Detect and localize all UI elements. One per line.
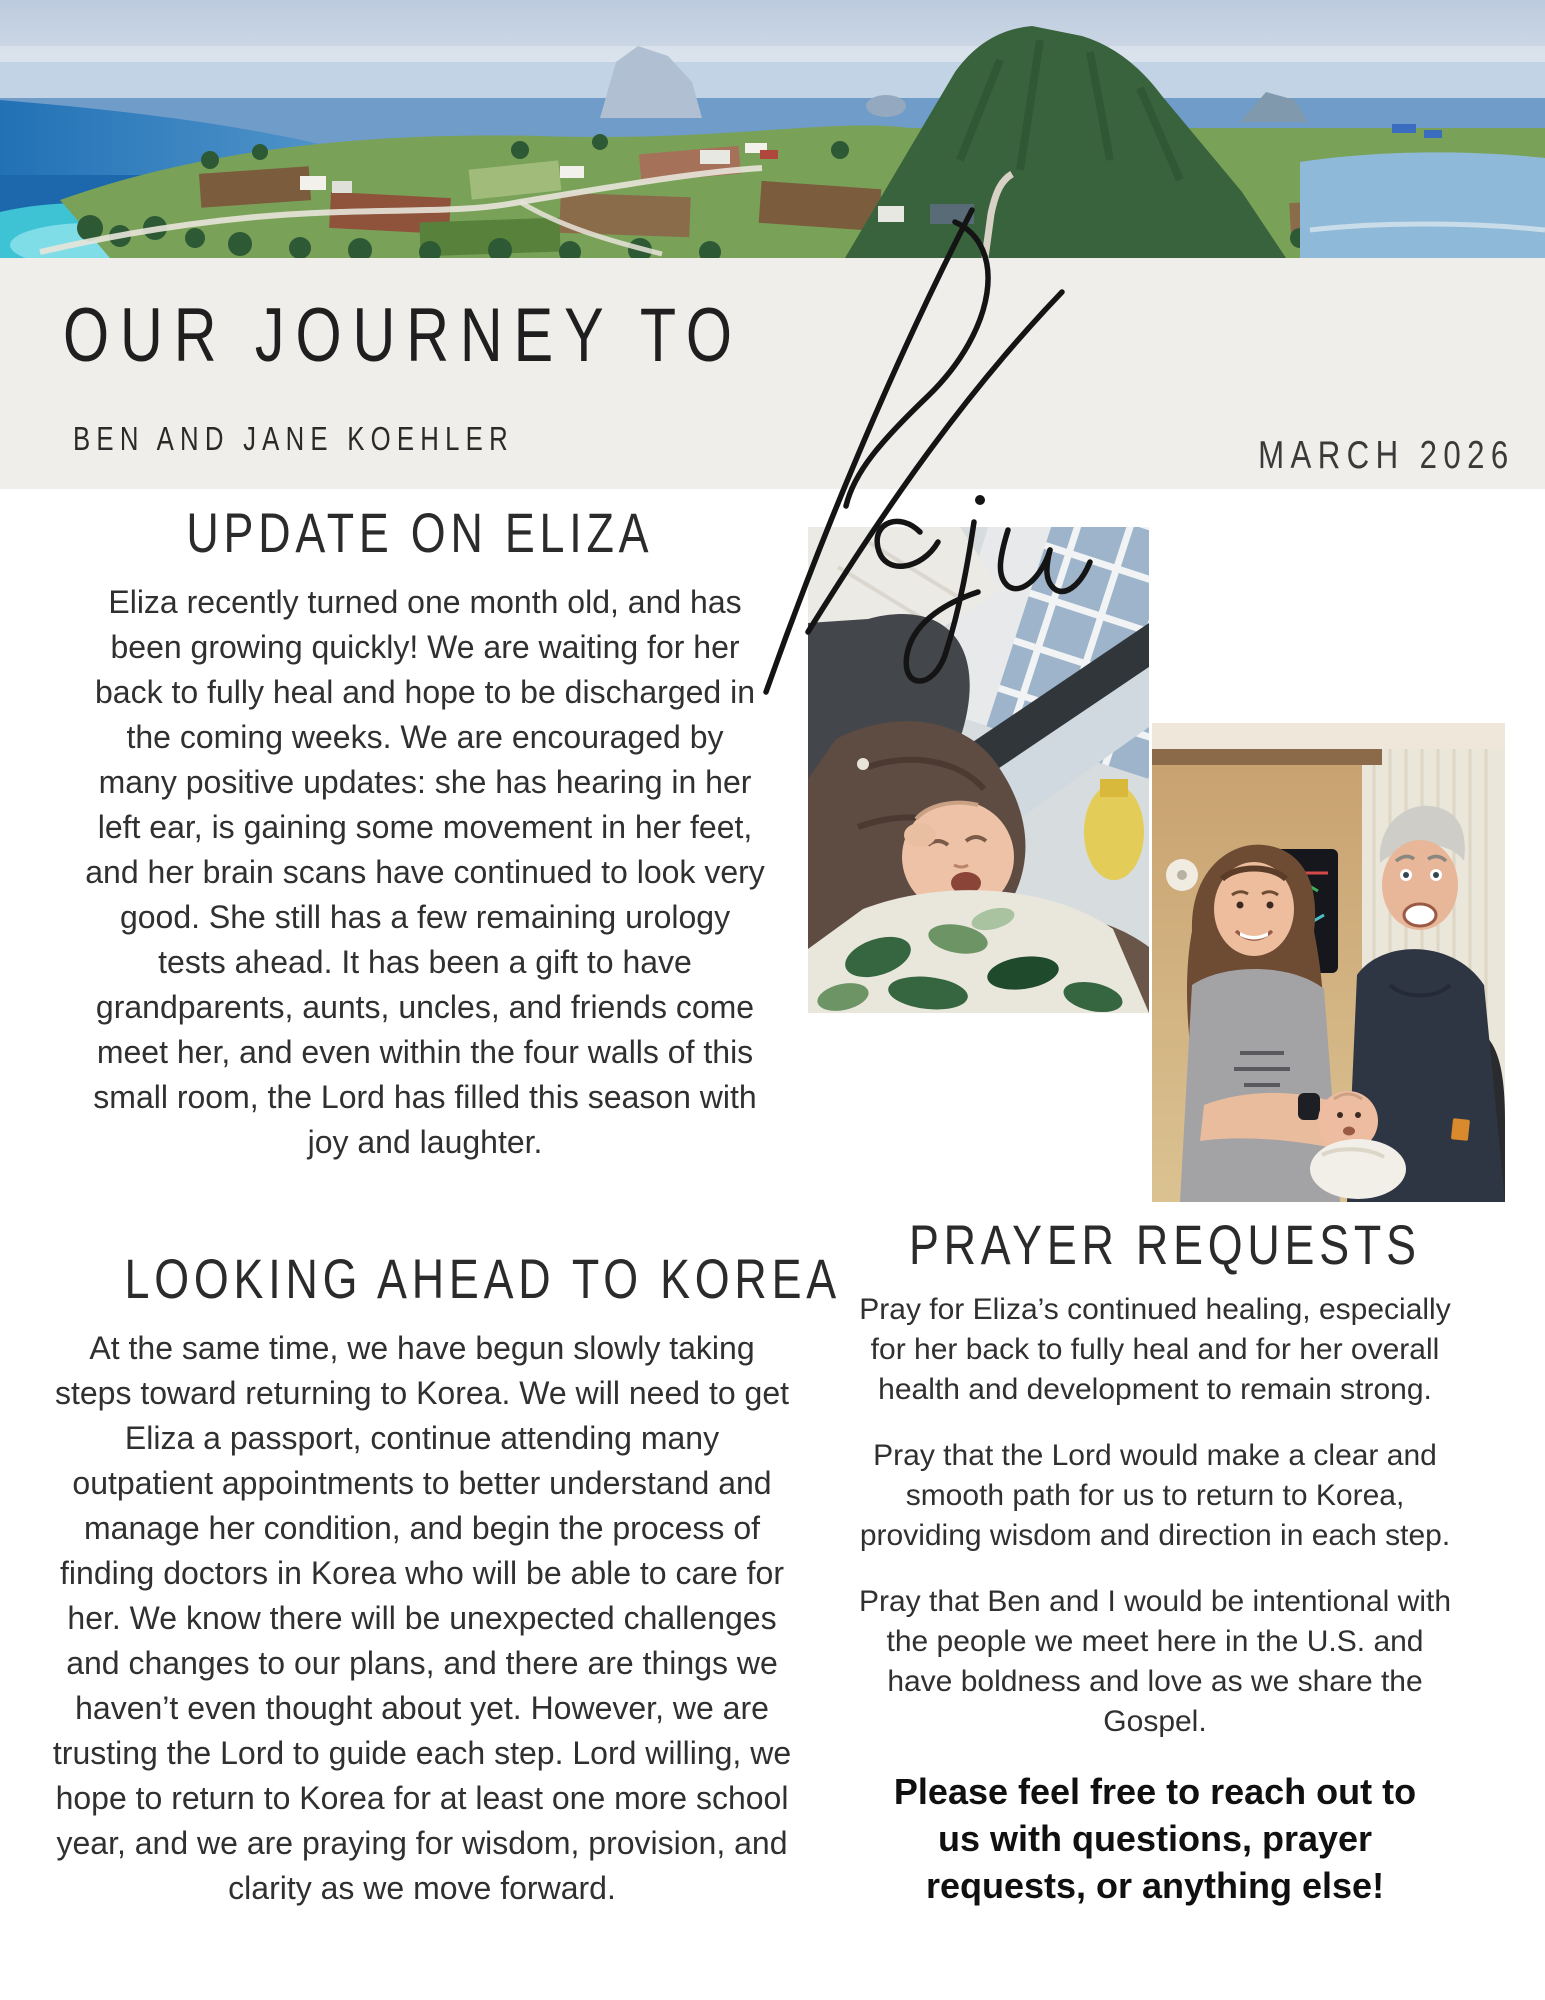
script-word-jeju [750, 200, 1105, 715]
prayer-item-2: Pray that the Lord would make a clear and smooth path for us to return to Korea, providing wisdom and direction in each step. [859, 1439, 1451, 1552]
update-paragraph: Eliza recently turned one month old, and has been growing quickly! We are waiting for her back to fully heal and hope to be discharged in the coming weeks. We are encouraged by many positive updates: she has hearing in her left ear, is gaining some movement in her feet, and her brain scans have continued to look very good. She still has a few remaining urology tests ahead. It has been a gift to have grandparents, aunts, uncles, and friends come meet her, and even within the four walls of this small room, the Lord has filled this season with joy and laughter. [85, 584, 765, 1160]
issue-date: MARCH 2026 [1258, 434, 1515, 477]
heading-prayer-requests: PRAYER REQUESTS [908, 1213, 1421, 1276]
photo-family-holding-eliza [1152, 723, 1505, 1202]
closing-line-3: requests, or anything else! [925, 1865, 1385, 1906]
heading-update-on-eliza: UPDATE ON ELIZA [186, 501, 654, 564]
closing-call-to-action [853, 1768, 1457, 1909]
closing-line-2: us with questions, prayer [937, 1818, 1373, 1859]
prayer-requests-column [853, 1290, 1457, 1909]
page-title: OUR JOURNEY TO [63, 293, 743, 378]
korea-paragraph: At the same time, we have begun slowly taking steps toward returning to Korea. We will need to get Eliza a passport, continue attending many outpatient appointments to better understand and manage her condition, and begin the process of finding doctors in Korea who will be able to care for her. We know there will be unexpected challenges and changes to our plans, and there are things we haven’t even thought about yet. However, we are trusting the Lord to guide each step. Lord willing, we hope to return to Korea for at least one more school year, and we are praying for wisdom, provision, and clarity as we move forward. [52, 1330, 792, 1906]
prayer-item-1: Pray for Eliza’s continued healing, especially for her back to fully heal and for her overall health and development to remain strong. [859, 1293, 1451, 1406]
family-photo-illustration [1152, 723, 1505, 1202]
closing-line-1: Please feel free to reach out to [893, 1771, 1417, 1812]
heading-looking-ahead-to-korea: LOOKING AHEAD TO KOREA [124, 1247, 841, 1310]
prayer-item-3: Pray that Ben and I would be intentional with the people we meet here in the U.S. and have boldness and love as we share the Gospel. [858, 1585, 1452, 1738]
byline: BEN AND JANE KOEHLER [73, 420, 514, 457]
